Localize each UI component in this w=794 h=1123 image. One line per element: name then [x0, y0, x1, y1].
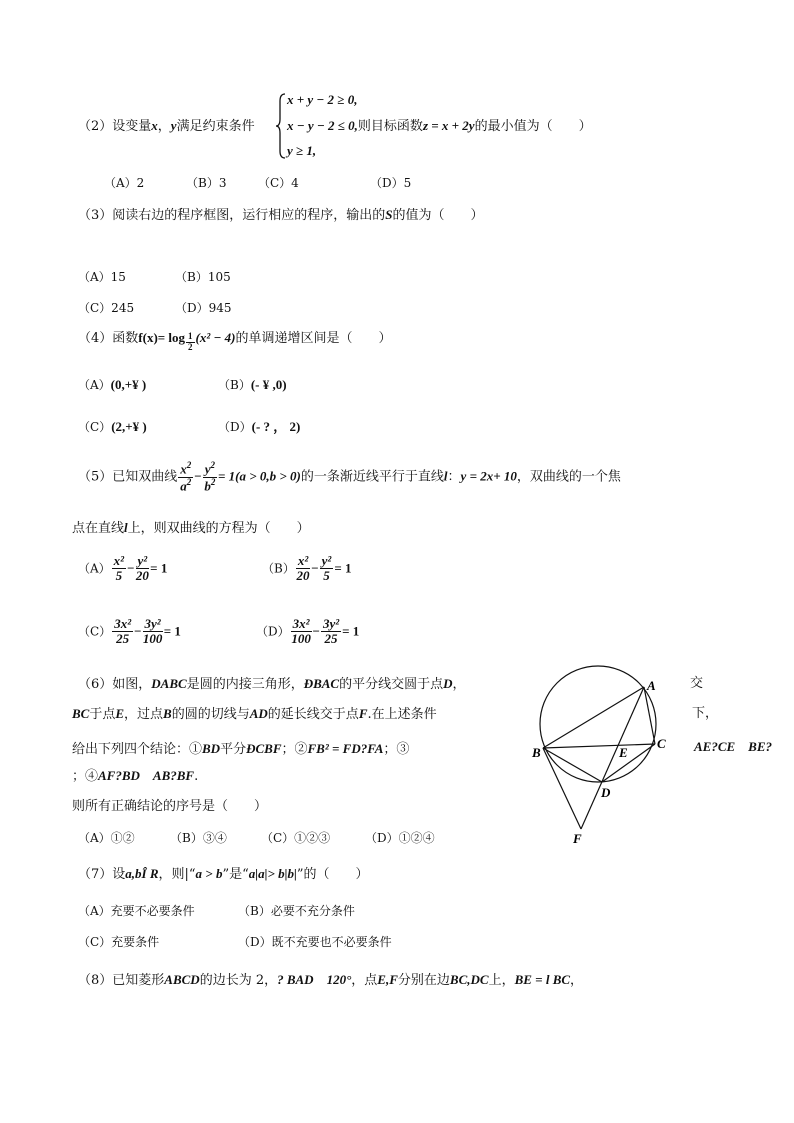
q7-option-b: （B）必要不充分条件 — [238, 904, 355, 918]
q4-option-a — [78, 378, 146, 394]
q2-after: 则目标函数 — [357, 119, 423, 134]
q5-option-b-frac2 — [320, 554, 334, 584]
q7-vars: a,bÎ R — [125, 866, 159, 881]
q6-l3-pre: 给出下列四个结论：① — [72, 742, 203, 757]
q4-option-d-value: (- ? ， 2) — [251, 419, 301, 434]
q5-option-b: （B） $\frac{\text{x²}}{20}$ − $\frac{\text{y²}}{5}$ = 1 — [262, 553, 352, 584]
q6-l2-mid4: 的延长线交于点 — [267, 707, 359, 722]
q6-l1-ang: ÐBAC — [303, 676, 340, 691]
segment-ab — [543, 687, 644, 748]
q7-line — [78, 867, 369, 883]
q2-objective: z = x + 2y — [422, 118, 475, 133]
q6-l2-AD: AD — [249, 706, 268, 721]
q8-angle: ? BAD 120° — [277, 972, 352, 987]
q5-option-d-label: （D） — [256, 624, 290, 639]
q6-l2-end: .在上述条件 — [367, 707, 437, 722]
q2-line-mid — [287, 119, 592, 135]
segment-ac — [644, 687, 655, 744]
q5-option-d-d2: 25 — [324, 631, 338, 647]
q7-option-d: （D）既不充要也不必要条件 — [238, 935, 392, 949]
q3-suffix: 的值为（ ） — [392, 208, 484, 223]
q8-sides: BC,DC — [449, 972, 489, 987]
q2-constraint-2: x − y − 2 ≤ 0, — [287, 118, 358, 133]
q5-option-a-n2: y² — [137, 553, 148, 568]
q6-l4-pre: ；④ — [72, 769, 99, 784]
q5-option-c-frac2 — [143, 617, 163, 647]
q4-option-a-value: (0,+¥ ) — [110, 377, 147, 392]
q6-option-d: （D）①②④ — [365, 831, 435, 845]
q2-line — [78, 119, 255, 135]
q2-suffix: 的最小值为（ ） — [474, 119, 592, 134]
q5-option-d-frac1 — [291, 617, 312, 647]
q5-eq-one: = 1 — [217, 468, 236, 484]
q5-option-c-n2: 3y² — [144, 616, 161, 631]
q6-l3-BD: BD — [202, 741, 221, 756]
q5-option-b-n2: y² — [321, 553, 332, 568]
q4-prefix: （4）函数 — [78, 331, 139, 346]
q8-mid3: 分别在边 — [397, 973, 450, 988]
q2-brace — [276, 93, 286, 159]
q5-option-a-label: （A） — [78, 561, 111, 576]
q6-l3-mid: 平分 — [220, 742, 247, 757]
q3-option-c: （C）245 — [78, 301, 135, 315]
q5-option-a: （A） $\frac{\text{x²}}{5}$ − $\frac{\text{y²}}{20}$ = 1 — [78, 553, 168, 584]
q5-tail: ，双曲线的一个焦 — [516, 469, 621, 485]
q2-prefix: （2）设变量 — [78, 119, 152, 134]
q8-line — [78, 973, 583, 989]
q2-option-a: （A）2 — [104, 176, 145, 190]
q2-comma: ， — [157, 119, 171, 134]
q7-option-a: （A）充要不必要条件 — [78, 904, 195, 918]
q5-line-l: l — [443, 468, 448, 484]
q5-option-b-d2: 5 — [323, 568, 330, 584]
q4-option-d — [218, 420, 300, 436]
q6-l1-mid2: 的平分线交圆于点 — [339, 677, 444, 692]
q7-cond1: a > b — [195, 866, 223, 881]
q8-mid4: 上， — [488, 973, 515, 988]
q4-base-den: 2 — [188, 342, 193, 352]
q8-name: ABCD — [164, 972, 200, 987]
q5-option-c-frac1 — [112, 617, 133, 647]
q2-option-d: （D）5 — [370, 176, 412, 190]
q4-option-b-value: (- ¥ ,0) — [250, 377, 287, 392]
q4-option-c-label: （C） — [78, 420, 112, 434]
label-b: B — [532, 745, 541, 760]
q6-option-b: （B）③④ — [170, 831, 227, 845]
q7-suffix: ”的（ ） — [296, 867, 369, 882]
q6-line-1 — [78, 677, 466, 693]
q6-l1-mid: 是圆的内接三角形， — [186, 677, 304, 692]
q5-line2-pre: 点在直线 — [72, 521, 125, 536]
q6-l4-eq: AF?BD AB?BF — [98, 768, 195, 783]
q6-l4-end: . — [194, 769, 199, 784]
q4-arg: (x² − 4) — [195, 330, 236, 345]
q4-option-d-label: （D） — [218, 420, 252, 434]
q6-circle-figure — [526, 660, 676, 850]
q3-option-a: （A）15 — [78, 270, 126, 284]
q4-option-c — [78, 420, 147, 436]
q5-line-eq: y = 2x+ 10 — [460, 468, 517, 484]
segment-bd — [543, 748, 602, 782]
q4-option-b — [218, 378, 287, 394]
q2-mid: 满足约束条件 — [176, 119, 255, 134]
q6-l2-mid2: ，过点 — [124, 707, 164, 722]
q5-frac-x: $\frac{x^2}{a^2}$ — [180, 460, 192, 493]
q5-option-d: （D） $\frac{\text{3x²}}{100}$ − $\frac{\text{3y²}}{25}$ = 1 — [256, 616, 360, 647]
label-a: A — [647, 678, 656, 693]
q2-var-y: y — [170, 118, 177, 133]
q5-minus: − — [194, 468, 202, 484]
q7-option-c: （C）充要条件 — [78, 935, 160, 949]
q6-l1-end: ， — [452, 677, 466, 692]
q6-l2-B: B — [163, 706, 172, 721]
q5-option-b-d1: 20 — [296, 568, 310, 584]
figure-circle — [540, 666, 656, 782]
q8-mid: 的边长为 2， — [199, 973, 278, 988]
q6-l3-mid3: ；③ — [383, 742, 410, 757]
q5-option-c: （C） $\frac{\text{3x²}}{25}$ − $\frac{\text{3y²}}{100}$ = 1 — [78, 616, 181, 647]
q5-option-b-rhs: = 1 — [334, 560, 352, 576]
q5-option-a-d1: 5 — [115, 568, 123, 584]
q6-right-1: 交 — [690, 676, 704, 691]
q8-pts: E,F — [377, 972, 398, 987]
q6-l2-BC: BC — [72, 706, 90, 721]
q6-l2-F: F — [358, 706, 368, 721]
q4-option-b-label: （B） — [218, 378, 251, 392]
q6-line-4 — [72, 769, 198, 785]
q7-mid: ，则|“ — [158, 867, 196, 882]
segment-bf — [543, 748, 581, 829]
q4-option-c-value: (2,+¥ ) — [111, 419, 147, 434]
q6-l2-mid: 于点 — [89, 707, 116, 722]
q5-option-a-d2: 20 — [135, 568, 149, 584]
q5-line-1 — [78, 461, 621, 493]
segment-bc — [543, 744, 655, 748]
q5-cond: (a > 0,b > 0) — [235, 468, 301, 484]
q5-option-a-rhs: = 1 — [150, 560, 168, 576]
q6-line-3 — [72, 742, 409, 758]
q5-prefix: （5）已知双曲线 — [78, 469, 178, 485]
q5-option-c-d1: 25 — [116, 631, 130, 647]
q8-prefix: （8）已知菱形 — [78, 973, 165, 988]
q5-option-c-rhs: = 1 — [163, 623, 181, 639]
q6-right-2: 下， — [692, 706, 719, 721]
q4-suffix: 的单调递增区间是（ ） — [235, 331, 392, 346]
q6-l1-tri: DABC — [151, 676, 187, 691]
q5-option-d-rhs: = 1 — [342, 623, 360, 639]
q2-var-x: x — [151, 118, 158, 133]
q5-mid1: 的一条渐近线平行于直线 — [300, 469, 444, 485]
q5-line-2 — [72, 521, 310, 537]
q4-option-a-label: （A） — [78, 378, 111, 392]
q5-option-a-n1: x² — [113, 553, 125, 568]
q3-option-d: （D）945 — [175, 301, 232, 315]
q6-option-a: （A）①② — [78, 831, 135, 845]
q2-constraint-1: x + y − 2 ≥ 0, — [287, 92, 358, 107]
q7-mid2: ”是“ — [222, 867, 249, 882]
q4-func: f(x)= log — [138, 330, 186, 345]
q5-frac-y: $\frac{y^2}{b^2}$ — [204, 460, 216, 493]
q4-base-num: 1 — [188, 331, 193, 342]
q5-line2-suf: 上，则双曲线的方程为（ ） — [127, 521, 310, 536]
q5-option-c-n1: 3x² — [114, 616, 132, 631]
q8-mid2: ，点 — [351, 973, 378, 988]
q4-log-base — [186, 332, 195, 353]
q5-option-c-label: （C） — [78, 624, 112, 639]
q6-l3-eq: FB² = FD?FA — [307, 741, 384, 756]
q5-line2-l: l — [124, 520, 128, 535]
q6-line-5: 则所有正确结论的序号是（ ） — [72, 799, 268, 814]
q5-option-d-d1: 100 — [291, 631, 311, 647]
q6-l3-mid2: ；② — [281, 742, 308, 757]
q6-l2-mid3: 的圆的切线与 — [171, 707, 250, 722]
q6-line-2 — [72, 707, 437, 723]
label-e: E — [619, 745, 628, 760]
q5-option-d-frac2 — [321, 617, 341, 647]
q5-option-b-label: （B） — [262, 561, 295, 576]
q5-option-c-d2: 100 — [142, 631, 163, 647]
q5-option-b-n1: x² — [297, 553, 309, 568]
q6-l3-ang: ÐCBF — [246, 741, 282, 756]
q5-option-d-n2: 3y² — [322, 616, 340, 631]
q3-line — [78, 208, 484, 224]
q2-option-b: （B）3 — [186, 176, 227, 190]
q8-eq: BE = l BC — [514, 972, 571, 987]
q6-l1-D: D — [443, 676, 453, 691]
q2-option-c: （C）4 — [258, 176, 299, 190]
q6-right-3: AE?CE BE? — [694, 739, 773, 754]
q6-option-c: （C）①②③ — [261, 831, 331, 845]
q3-prefix: （3）阅读右边的程序框图，运行相应的程序，输出的 — [78, 208, 386, 223]
q3-var-s: S — [385, 207, 393, 222]
q5-colon: ： — [447, 469, 461, 485]
q4-line — [78, 331, 392, 353]
q5-option-a-frac1 — [112, 554, 126, 584]
q5-option-d-n1: 3x² — [292, 616, 310, 631]
q7-cond2: a|a|> b|b| — [248, 866, 297, 881]
q6-l2-E: E — [115, 706, 125, 721]
q5-option-a-frac2 — [136, 554, 150, 584]
label-f: F — [573, 831, 582, 846]
q6-l1-pre: （6）如图， — [78, 677, 152, 692]
label-d: D — [601, 785, 611, 800]
q8-end: ， — [570, 973, 584, 988]
q2-constraint-3: y ≥ 1, — [287, 143, 317, 158]
q3-option-b: （B）105 — [175, 270, 231, 284]
label-c: C — [657, 736, 666, 751]
q7-prefix: （7）设 — [78, 867, 126, 882]
q5-option-b-frac1 — [296, 554, 310, 584]
